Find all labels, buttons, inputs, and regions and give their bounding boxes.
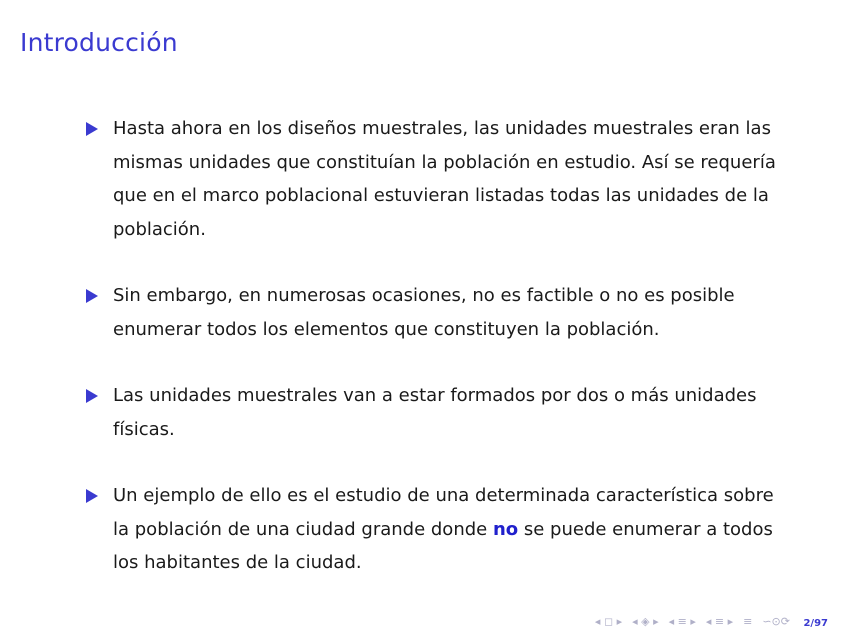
triangle-bullet-icon <box>86 289 98 303</box>
triangle-bullet-icon <box>86 389 98 403</box>
bullet-text-1: Hasta ahora en los diseños muestrales, las unidades muestrales eran las mismas unidades que constituían la población en estudio. Así se requería que en el marco poblacional estuvieran listadas todas las unidades de la población. <box>113 118 776 240</box>
bullet-text-4-before: Un ejemplo de ello es el estudio de una determinada característica sobre la población de una ciudad grande donde <box>113 485 774 540</box>
bullet-item-3 <box>86 379 786 446</box>
triangle-bullet-icon <box>86 122 98 136</box>
slide-title: Introducción <box>20 28 178 57</box>
bullet-text-4-after: se puede enumerar a todos los habitantes de la ciudad. <box>113 518 773 573</box>
search-icon[interactable]: ∽⊙⟳ <box>762 615 790 628</box>
bullet-item-2 <box>86 279 786 346</box>
document-nav-icon[interactable]: ◂ ≡ ▸ <box>705 615 734 628</box>
page-number: 2/97 <box>803 618 828 629</box>
subsection-nav-icon[interactable]: ◂ ◈ ▸ <box>632 615 659 628</box>
beamer-navigation-bar <box>595 615 790 628</box>
highlight-word: no <box>492 518 519 540</box>
section-nav-icon[interactable]: ◂ ≡ ▸ <box>668 615 696 628</box>
align-icon[interactable]: ≡ <box>743 615 753 628</box>
bullet-item-4 <box>86 479 786 580</box>
frame-nav-icon[interactable]: ◂ ◻ ▸ <box>594 615 623 628</box>
bullet-item-1 <box>86 112 786 246</box>
bullet-list <box>86 112 786 580</box>
bullet-text-3: Las unidades muestrales van a estar formados por dos o más unidades físicas. <box>113 385 757 440</box>
bullet-text-2: Sin embargo, en numerosas ocasiones, no es factible o no es posible enumerar todos los elementos que constituyen la población. <box>113 285 735 340</box>
triangle-bullet-icon <box>86 489 98 503</box>
